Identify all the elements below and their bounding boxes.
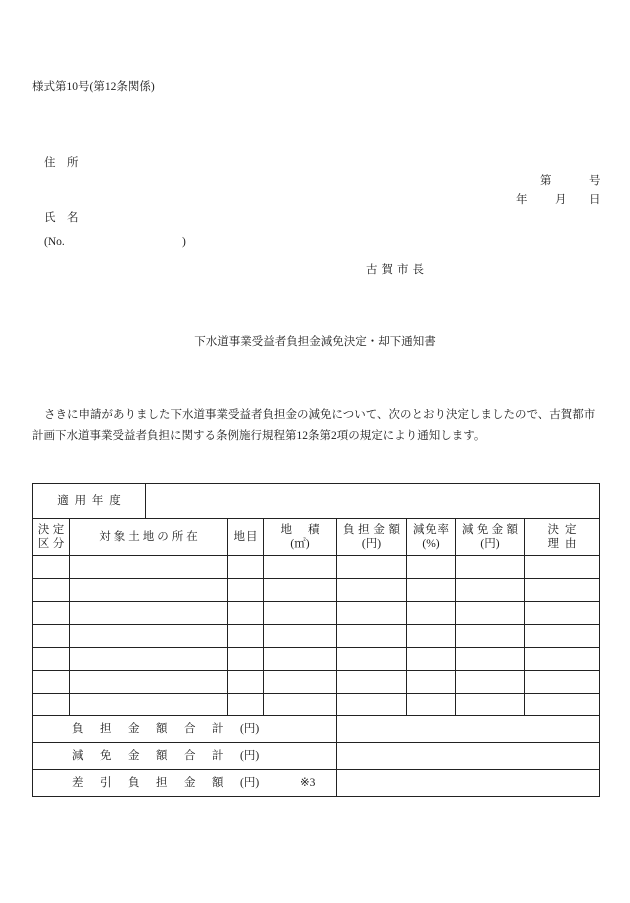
date-year-label: 年 xyxy=(516,194,528,206)
cell-decision-reason xyxy=(524,555,599,578)
header-label: 対象土地の所在 xyxy=(99,531,201,543)
cell-decision-reason xyxy=(524,624,599,647)
number-field-open: (No. xyxy=(44,236,65,248)
cell-decision-reason xyxy=(524,670,599,693)
decision-table xyxy=(32,483,600,797)
header-label: 理由 xyxy=(547,538,583,550)
summary-total-charge-value xyxy=(336,715,599,742)
summary-label: 減免金額合計 xyxy=(72,750,240,762)
number-field-close: ) xyxy=(182,236,186,248)
cell-charge-amount xyxy=(336,555,406,578)
header-unit: (%) xyxy=(422,538,440,550)
date-day-label: 日 xyxy=(589,194,601,206)
cell-decision-reason xyxy=(524,601,599,624)
header-unit: (円) xyxy=(361,538,382,550)
cell-land-category xyxy=(227,555,263,578)
cell-location xyxy=(69,647,227,670)
header-area xyxy=(263,518,336,555)
summary-net-charge xyxy=(32,769,336,796)
cell-charge-amount xyxy=(336,693,406,715)
cell-area xyxy=(263,624,336,647)
cell-location xyxy=(69,693,227,715)
cell-reduction-rate xyxy=(406,624,455,647)
summary-label: 差引負担金額 xyxy=(72,777,240,789)
cell-land-category xyxy=(227,670,263,693)
cell-decision-category xyxy=(32,647,69,670)
header-unit: (㎡) xyxy=(290,538,310,550)
cell-reduction-rate xyxy=(406,578,455,601)
header-label: 地目 xyxy=(233,531,259,543)
cell-decision-reason xyxy=(524,647,599,670)
cell-reduction-amount xyxy=(455,693,524,715)
cell-reduction-amount xyxy=(455,601,524,624)
name-label: 氏名 xyxy=(44,212,90,224)
header-label: 減免率 xyxy=(412,524,450,536)
cell-area xyxy=(263,670,336,693)
cell-location xyxy=(69,670,227,693)
year-label: 適用年度 xyxy=(57,495,127,507)
cell-area xyxy=(263,555,336,578)
cell-decision-category xyxy=(32,624,69,647)
cell-location xyxy=(69,624,227,647)
cell-decision-category xyxy=(32,693,69,715)
header-land-category xyxy=(227,518,263,555)
cell-reduction-amount xyxy=(455,670,524,693)
address-label: 住所 xyxy=(44,157,90,169)
cell-reduction-rate xyxy=(406,693,455,715)
cell-land-category xyxy=(227,578,263,601)
cell-land-category xyxy=(227,647,263,670)
header-label: 負担金額 xyxy=(342,524,404,536)
cell-decision-reason xyxy=(524,578,599,601)
cell-area xyxy=(263,601,336,624)
cell-charge-amount xyxy=(336,670,406,693)
cell-decision-category xyxy=(32,601,69,624)
summary-note: ※3 xyxy=(300,777,316,789)
cell-area xyxy=(263,647,336,670)
header-decision-category xyxy=(32,518,69,555)
cell-location xyxy=(69,555,227,578)
cell-location xyxy=(69,601,227,624)
cell-area xyxy=(263,693,336,715)
cell-reduction-amount xyxy=(455,624,524,647)
header-charge-amount xyxy=(336,518,406,555)
cell-reduction-rate xyxy=(406,670,455,693)
cell-area xyxy=(263,578,336,601)
header-reduction-rate xyxy=(406,518,455,555)
summary-total-charge xyxy=(32,715,336,742)
summary-label: 負担金額合計 xyxy=(72,723,240,735)
cell-location xyxy=(69,578,227,601)
cell-land-category xyxy=(227,693,263,715)
form-number: 様式第10号(第12条関係) xyxy=(32,81,155,93)
summary-net-charge-value xyxy=(336,769,599,796)
cell-land-category xyxy=(227,601,263,624)
cell-charge-amount xyxy=(336,647,406,670)
cell-reduction-amount xyxy=(455,647,524,670)
header-decision-reason xyxy=(524,518,599,555)
cell-decision-category xyxy=(32,670,69,693)
header-label: 区分 xyxy=(37,538,68,550)
header-location xyxy=(69,518,227,555)
doc-number-suffix: 号 xyxy=(589,175,601,187)
cell-charge-amount xyxy=(336,601,406,624)
header-label: 決定 xyxy=(37,524,68,536)
date-month-label: 月 xyxy=(555,194,567,206)
doc-number-prefix: 第 xyxy=(540,175,552,187)
cell-land-category xyxy=(227,624,263,647)
summary-unit: (円) xyxy=(240,750,260,762)
body-text-line: さきに申請がありました下水道事業受益者負担金の減免について、次のとおり決定しましたので、古賀都市 xyxy=(44,409,596,421)
cell-charge-amount xyxy=(336,578,406,601)
header-label: 地積 xyxy=(280,524,336,536)
cell-reduction-amount xyxy=(455,555,524,578)
cell-reduction-rate xyxy=(406,601,455,624)
summary-unit: (円) xyxy=(240,777,260,789)
cell-decision-category xyxy=(32,578,69,601)
cell-reduction-amount xyxy=(455,578,524,601)
summary-total-reduction xyxy=(32,742,336,769)
document-title: 下水道事業受益者負担金減免決定・却下通知書 xyxy=(194,336,436,348)
year-label-cell xyxy=(32,483,145,518)
cell-reduction-rate xyxy=(406,555,455,578)
year-value-cell xyxy=(145,483,599,518)
summary-unit: (円) xyxy=(240,723,260,735)
cell-charge-amount xyxy=(336,624,406,647)
cell-decision-category xyxy=(32,555,69,578)
header-label: 決定 xyxy=(547,524,583,536)
header-label: 減免金額 xyxy=(462,524,522,536)
summary-total-reduction-value xyxy=(336,742,599,769)
body-text-line: 計画下水道事業受益者負担に関する条例施行規程第12条第2項の規定により通知します。 xyxy=(32,430,486,442)
cell-decision-reason xyxy=(524,693,599,715)
header-unit: (円) xyxy=(480,538,500,550)
header-reduction-amount xyxy=(455,518,524,555)
cell-reduction-rate xyxy=(406,647,455,670)
issuer: 古賀市長 xyxy=(366,264,428,276)
